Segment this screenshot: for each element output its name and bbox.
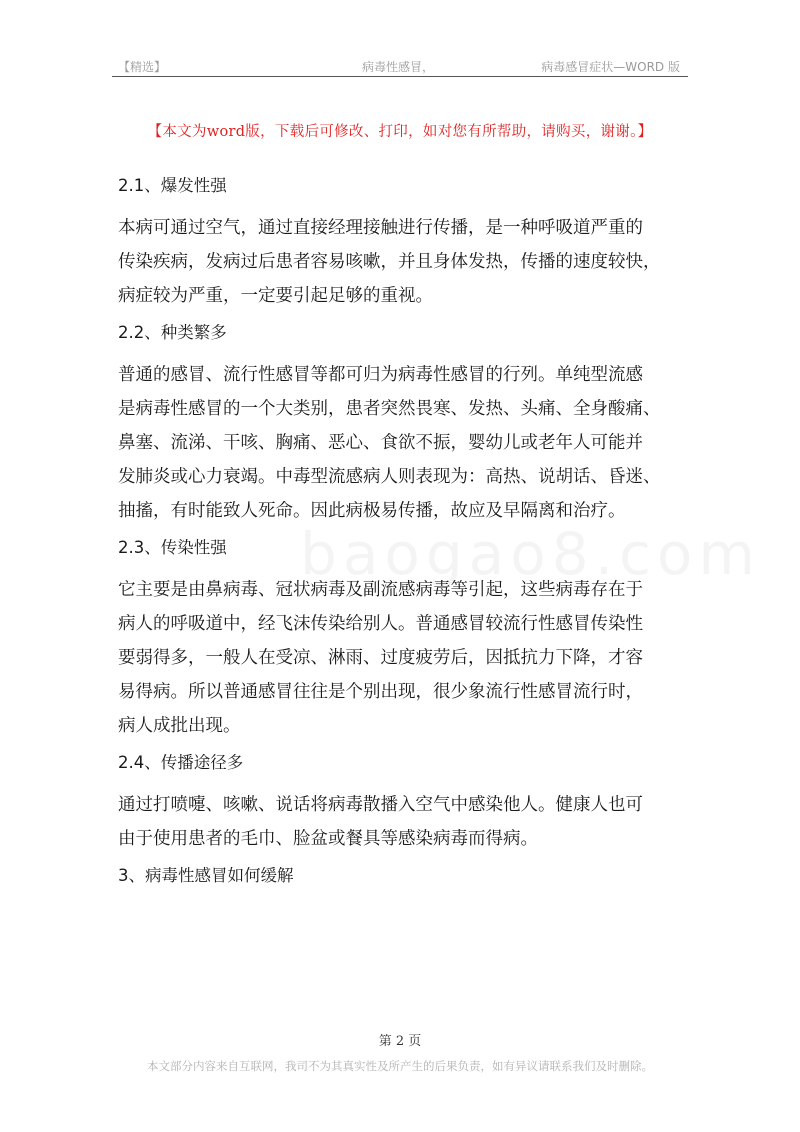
paragraph (118, 211, 688, 313)
text-line: 抽搐，有时能致人死命。因此病极易传播，故应及早隔离和治疗。 (118, 501, 626, 521)
header-left-text: 【精选】 (118, 60, 167, 74)
paragraph (118, 788, 688, 856)
text-line: 要弱得多，一般人在受凉、淋雨、过度疲劳后，因抵抗力下降，才容 (118, 648, 643, 668)
section-heading: 2.3、传染性强 (118, 538, 227, 557)
text-line: 易得病。所以普通感冒往往是个别出现，很少象流行性感冒流行时， (118, 682, 643, 702)
text-line: 本病可通过空气，通过直接经理接触进行传播，是一种呼吸道严重的 (118, 218, 643, 238)
header-right-text: 病毒感冒症状—WORD 版 (541, 60, 680, 74)
notice-banner: 【本文为word版，下载后可修改、打印，如对您有所帮助，请购买，谢谢。】 (147, 124, 653, 140)
text-line: 鼻塞、流涕、干咳、胸痛、恶心、食欲不振，婴幼儿或老年人可能并 (118, 433, 643, 453)
text-line: 它主要是由鼻病毒、冠状病毒及副流感病毒等引起，这些病毒存在于 (118, 580, 643, 600)
section-heading: 2.1、爆发性强 (118, 176, 227, 195)
text-line: 通过打喷嚏、咳嗽、说话将病毒散播入空气中感染他人。健康人也可 (118, 795, 643, 815)
text-line: 病症较为严重，一定要引起足够的重视。 (118, 286, 433, 306)
text-line: 普通的感冒、流行性感冒等都可归为病毒性感冒的行列。单纯型流感 (118, 365, 643, 385)
paragraph (118, 573, 688, 743)
text-line: 由于使用患者的毛巾、脸盆或餐具等感染病毒而得病。 (118, 829, 538, 849)
paragraph (118, 358, 688, 528)
header-center-text: 病毒性感冒， (362, 60, 435, 74)
footer-disclaimer: 本文部分内容来自互联网，我司不为其真实性及所产生的后果负责，如有异议请联系我们及时删除。 (147, 1059, 653, 1073)
text-line: 传染疾病，发病过后患者容易咳嗽，并且身体发热，传播的速度较快， (118, 252, 661, 272)
text-line: 病人的呼吸道中，经飞沫传染给别人。普通感冒较流行性感冒传染性 (118, 614, 643, 634)
section-heading: 2.4、传播途径多 (118, 753, 244, 772)
section-heading: 2.2、种类繁多 (118, 323, 227, 342)
page-number: 第 2 页 (378, 1034, 422, 1049)
text-line: 发肺炎或心力衰竭。中毒型流感病人则表现为：高热、说胡话、昏迷、 (118, 467, 661, 487)
section-heading: 3、病毒性感冒如何缓解 (118, 866, 294, 885)
text-line: 病人成批出现。 (118, 716, 241, 736)
document-body (118, 170, 688, 901)
text-line: 是病毒性感冒的一个大类别，患者突然畏寒、发热、头痛、全身酸痛、 (118, 399, 661, 419)
page-header (112, 56, 688, 77)
